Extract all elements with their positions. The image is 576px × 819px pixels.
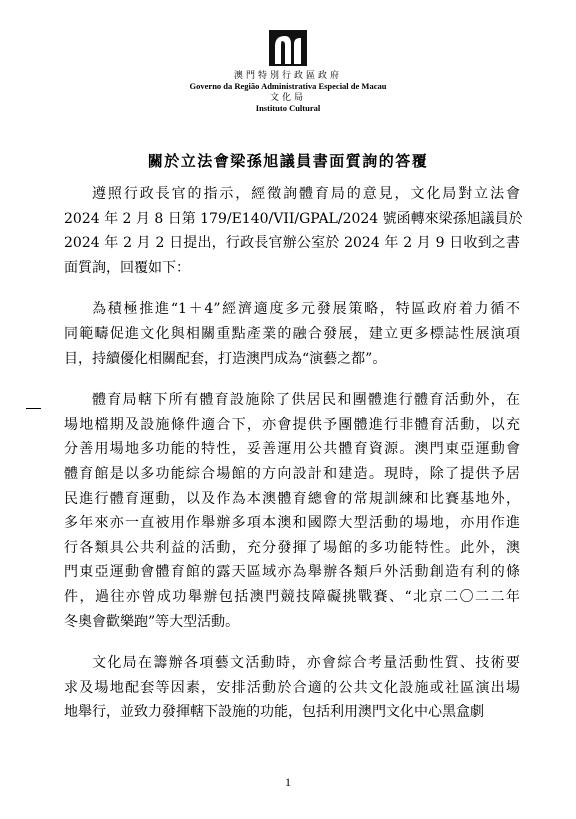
paragraph-line: 行各類具公共利益的活動，充分發揮了場館的多功能特性。此外，澳	[64, 539, 520, 556]
paragraph-line: 2024 年 2 月 2 日提出，行政長官辦公室於 2024 年 2 月 9 日收到之書	[64, 235, 520, 252]
gov-name-portuguese: Governo da Região Administrativa Especial de Macau	[189, 81, 387, 91]
paragraph-line: 遵照行政長官的指示，經徵詢體育局的意見，文化局對立法會	[92, 186, 520, 202]
paragraph-line: 體育館是以多功能綜合場館的方向設計和建造。現時，除了提供予居	[64, 465, 520, 482]
paragraph-line: 門東亞運動會體育館的露天區域亦為舉辦各類戶外活動創造有利的條	[64, 564, 520, 581]
paragraph-line: 文化局在籌辦各項藝文活動時，亦會綜合考量活動性質、技術要	[92, 655, 520, 672]
page-number: 1	[285, 775, 291, 789]
paragraph-line: 體育局轄下所有體育設施除了供居民和團體進行體育活動外，在	[92, 392, 520, 409]
paragraph-line: 件，過往亦曾成功舉辦包括澳門競技障礙挑戰賽、“北京二〇二二年	[64, 588, 520, 605]
paragraph-line: 同範疇促進文化與相關重點產業的融合發展，建立更多標誌性展演項	[64, 325, 520, 342]
paragraph-line: 民進行體育運動，以及作為本澳體育總會的常規訓練和比賽基地外，	[64, 490, 520, 507]
paragraph-line: 多年來亦一直被用作舉辦多項本澳和國際大型活動的場地，亦用作進	[64, 515, 520, 532]
paragraph-line: 地舉行，並致力發揮轄下設施的功能，包括利用澳門文化中心黑盒劇	[64, 704, 484, 721]
paragraph	[64, 182, 523, 280]
paragraph	[64, 388, 520, 634]
paragraph-line: 2024 年 2 月 8 日第 179/E140/VII/GPAL/2024 號函轉來梁孫旭議員於	[64, 210, 523, 227]
paragraph-line: 分善用場地多功能的特性，妥善運用公共體育資源。澳門東亞運動會	[64, 441, 520, 458]
margin-mark	[26, 408, 41, 409]
gov-name-chinese: 澳門特別行政區政府	[233, 70, 342, 80]
paragraph-line: 目，持續優化相關配套，打造澳門成為“演藝之都”。	[64, 350, 387, 367]
macau-cultural-bureau-logo-icon	[269, 30, 307, 66]
letterhead	[0, 30, 576, 114]
paragraph-line: 為積極推進“1＋4”經濟適度多元發展策略，特區政府着力循不	[92, 301, 520, 318]
paragraph-line: 求及場地配套等因素，安排活動於合適的公共文化設施或社區演出場	[64, 679, 520, 696]
paragraph-line: 冬奧會歡樂跑”等大型活動。	[64, 613, 240, 630]
paragraph	[64, 651, 520, 725]
dept-name-portuguese: Instituto Cultural	[255, 103, 321, 113]
paragraph	[64, 297, 520, 371]
paragraph-line: 場地檔期及設施條件適合下，亦會提供予團體進行非體育活動，以充	[64, 416, 520, 433]
dept-name-chinese: 文化局	[269, 92, 306, 102]
document-body	[64, 182, 523, 742]
document-title: 關於立法會梁孫旭議員書面質詢的答覆	[147, 152, 429, 170]
paragraph-line: 面質詢，回覆如下：	[64, 259, 190, 276]
